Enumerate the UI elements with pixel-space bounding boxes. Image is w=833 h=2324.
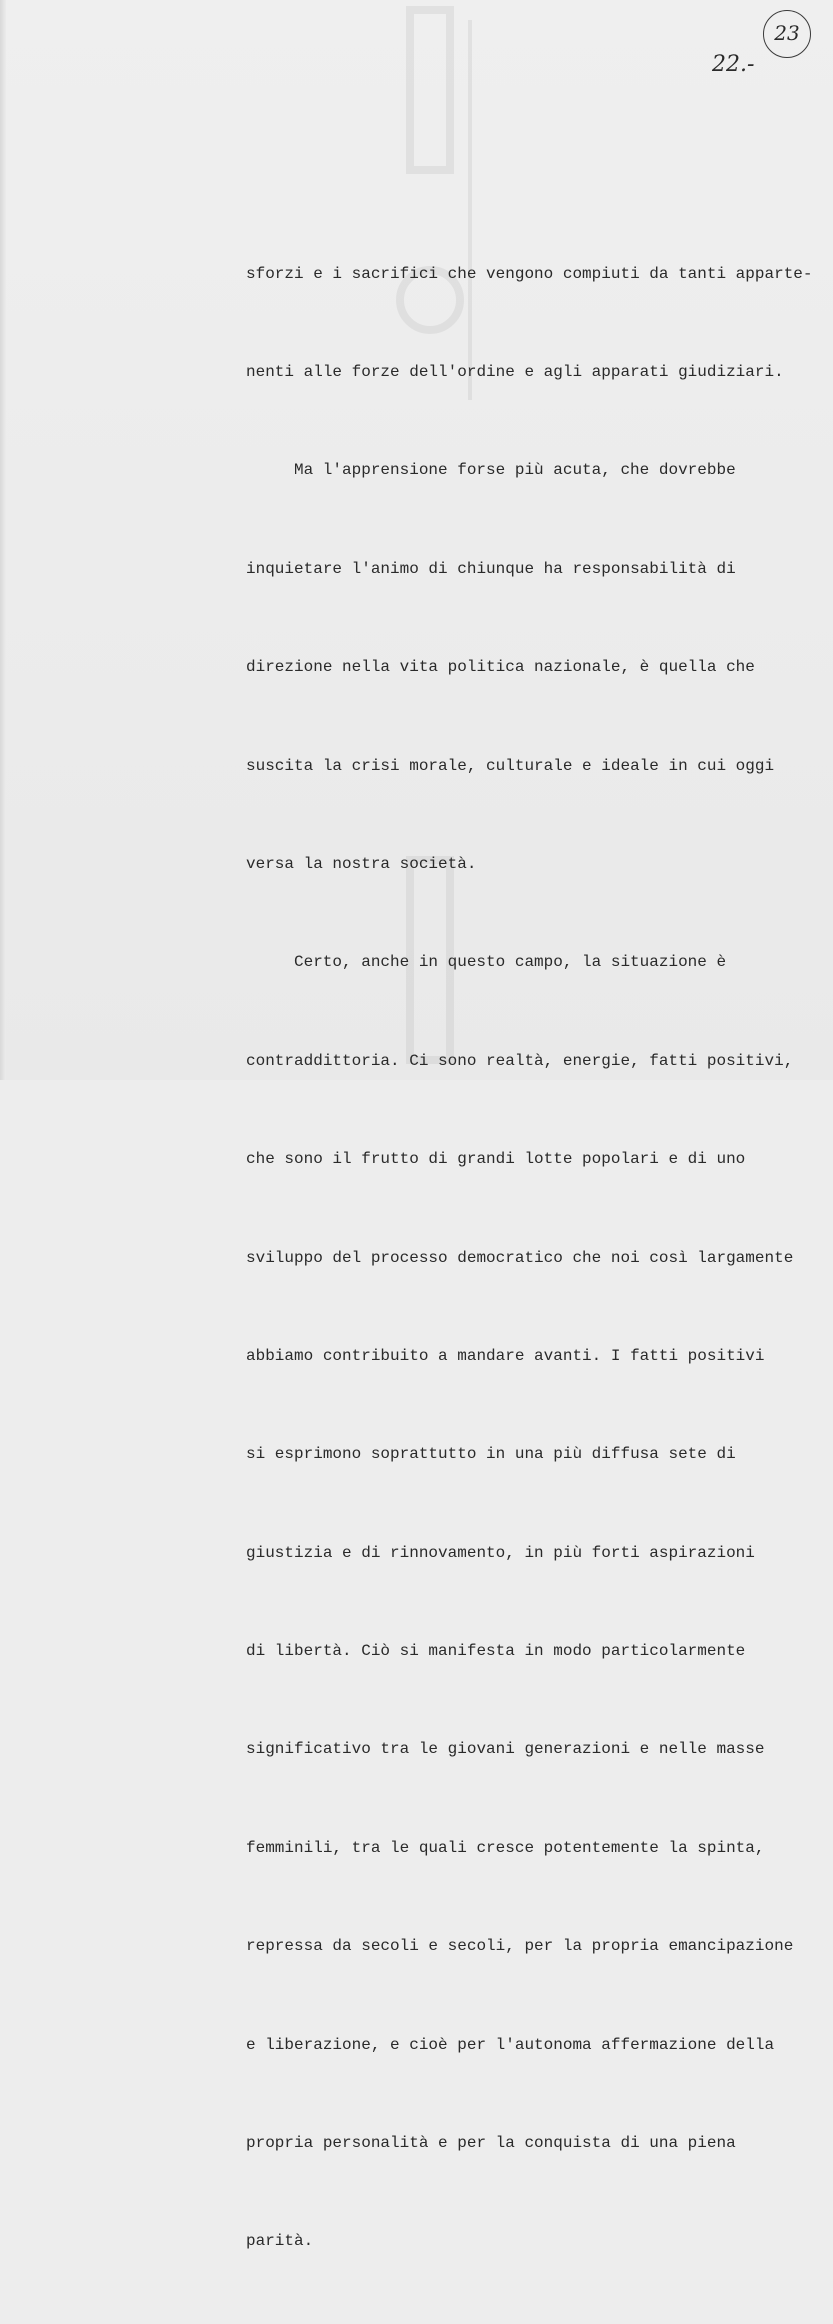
text-line: versa la nostra società. [246, 854, 477, 873]
text-line: significativo tra le giovani generazioni e nelle masse [246, 1740, 765, 1759]
paragraph-start-line: Certo, anche in questo campo, la situazione è [294, 953, 727, 972]
text-line: inquietare l'animo di chiunque ha responsabilità di [246, 559, 736, 578]
text-line: contraddittoria. Ci sono realtà, energie, fatti positivi, [246, 1051, 794, 1070]
text-line: repressa da secoli e secoli, per la propria emancipazione [246, 1937, 794, 1956]
text-line: e liberazione, e cioè per l'autonoma affermazione della [246, 2035, 775, 2054]
circled-page-number: 23 [763, 10, 811, 58]
text-line: parità. [246, 2232, 314, 2251]
page-edge [0, 0, 6, 1080]
text-line: direzione nella vita politica nazionale, è quella che [246, 658, 755, 677]
body-text [246, 192, 826, 2324]
paragraph-start-line: Ma l'apprensione forse più acuta, che dovrebbe [294, 461, 736, 480]
handwritten-page-number: 22.- [712, 52, 755, 77]
text-line: si esprimono soprattutto in una più diffusa sete di [246, 1445, 736, 1464]
text-line: propria personalità e per la conquista di una piena [246, 2134, 736, 2153]
text-line: di libertà. Ciò si manifesta in modo particolarmente [246, 1642, 746, 1661]
text-line: femminili, tra le quali cresce potentemente la spinta, [246, 1838, 765, 1857]
text-line: giustizia e di rinnovamento, in più forti aspirazioni [246, 1543, 755, 1562]
text-line: suscita la crisi morale, culturale e ideale in cui oggi [246, 756, 775, 775]
text-line: sforzi e i sacrifici che vengono compiuti da tanti apparte- [246, 264, 813, 283]
text-line: sviluppo del processo democratico che noi così largamente [246, 1248, 794, 1267]
text-line: nenti alle forze dell'ordine e agli apparati giudiziari. [246, 362, 784, 381]
text-line: abbiamo contribuito a mandare avanti. I fatti positivi [246, 1346, 765, 1365]
text-line: che sono il frutto di grandi lotte popolari e di uno [246, 1150, 746, 1169]
